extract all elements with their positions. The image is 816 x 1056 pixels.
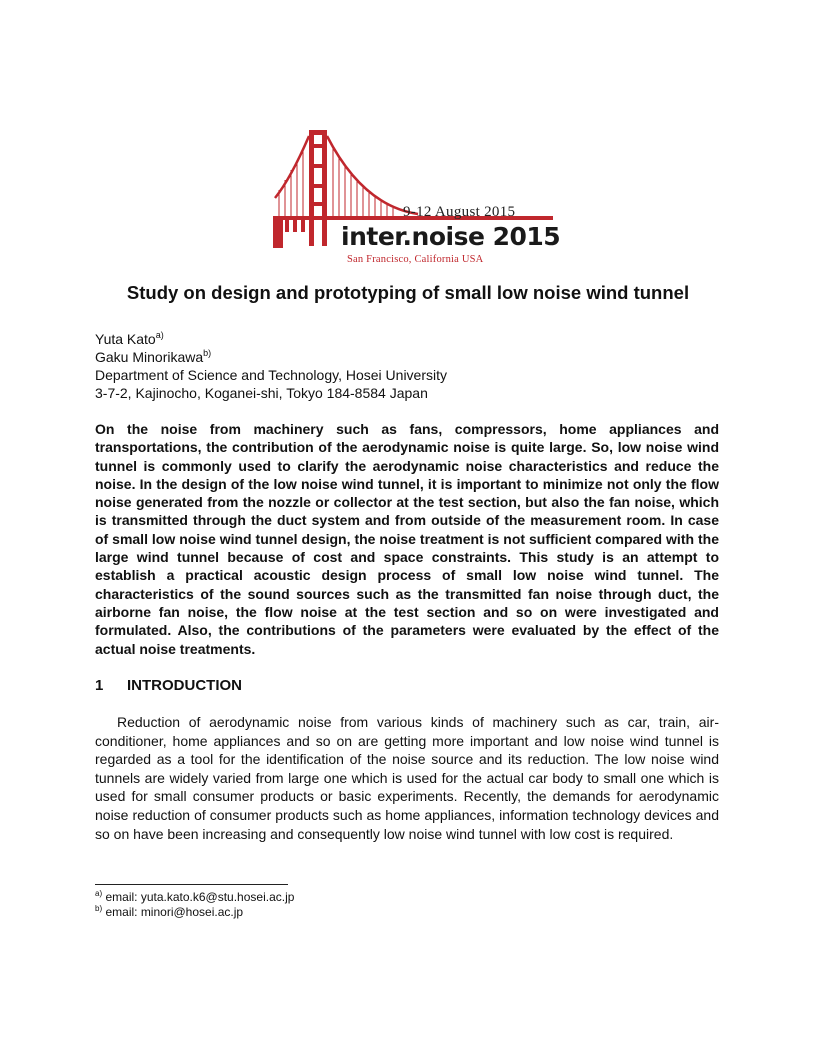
logo-wordmark: inter.noise 2015: [341, 222, 561, 251]
section-number: 1: [95, 677, 104, 694]
author-mark: b): [203, 348, 212, 358]
footnote-text: email: yuta.kato.k6@stu.hosei.ac.jp: [105, 890, 295, 904]
conference-logo: [273, 128, 561, 270]
intro-paragraph: Reduction of aerodynamic noise from various kinds of machinery such as car, train, air-conditioner, home appliances and so on are getting more important and low noise wind tunnel is regarded as a tool for the identification of the noise source and its reduction. The low noise wind tunnels are widely varied from large one which is used for the actual car body to small one which is used for small consumer products or basic experiments. Recently, the demands for aerodynamic noise reduction of consumer products such as home appliances, information technology devices and so on have been increasing and consequently low noise wind tunnel with low cost is required.: [95, 714, 719, 842]
author-mark: a): [155, 330, 164, 340]
section-title: INTRODUCTION: [127, 677, 242, 694]
logo-date: 9-12 August 2015: [403, 204, 516, 220]
footnote: [95, 890, 595, 905]
author-block: [95, 330, 695, 402]
affiliation-address: 3-7-2, Kajinocho, Koganei-shi, Tokyo 184-8584 Japan: [95, 385, 428, 401]
logo-place: San Francisco, California USA: [347, 254, 484, 265]
footnote-mark: a): [95, 889, 103, 898]
author-line: [95, 330, 695, 348]
section-heading: [95, 677, 495, 694]
author-name: Gaku Minorikawa: [95, 349, 204, 365]
footnotes: [95, 890, 595, 920]
author-name: Yuta Kato: [95, 331, 156, 347]
affiliation-department: Department of Science and Technology, Hosei University: [95, 367, 447, 383]
footnote-mark: b): [95, 904, 103, 913]
abstract: On the noise from machinery such as fans, compressors, home appliances and transportations, the contribution of the aerodynamic noise is quite large. So, low noise wind tunnel is commonly used to clarify the aerodynamic noise characteristics and reduce the noise. In the design of the low noise wind tunnel, it is important to minimize not only the flow noise generated from the nozzle or collector at the test section, but also the fan noise, which is transmitted through the duct system and from outside of the measurement room. In case of small low noise wind tunnel design, the noise treatment is not sufficient compared with the large wind tunnel because of cost and space constraints. This study is an attempt to establish a practical acoustic design process of small low noise wind tunnel. The characteristics of the sound sources such as the transmitted fan noise through duct, the airborne fan noise, the flow noise at the test section and so on were investigated and formulated. Also, the contributions of the parameters were evaluated by the effect of the actual noise treatments.: [95, 421, 719, 657]
footnote: [95, 905, 595, 920]
footnote-text: email: minori@hosei.ac.jp: [105, 905, 244, 919]
paper-title: Study on design and prototyping of small low noise wind tunnel: [126, 282, 690, 303]
author-line: [95, 348, 695, 366]
footnote-divider: [95, 884, 288, 885]
